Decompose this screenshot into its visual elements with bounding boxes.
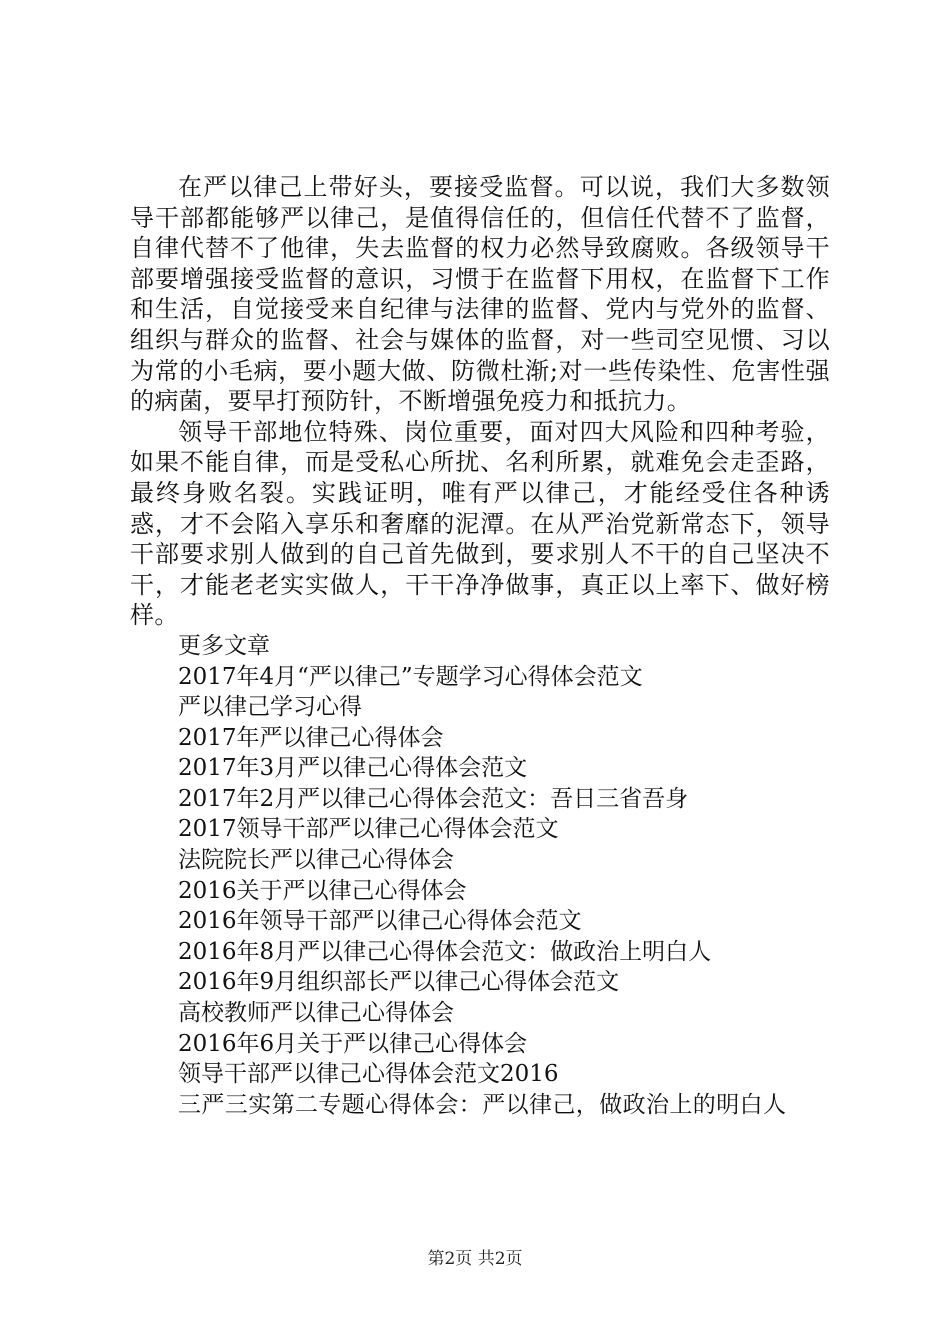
related-article-link[interactable]: 领导干部严以律己心得体会范文2016	[178, 1061, 559, 1088]
more-articles-heading: 更多文章	[178, 632, 270, 659]
related-article-link[interactable]: 严以律己学习心得	[178, 694, 362, 721]
related-article-link[interactable]: 2016关于严以律己心得体会	[178, 877, 467, 904]
related-articles-list	[130, 662, 830, 1121]
related-article-link[interactable]: 2017领导干部严以律己心得体会范文	[178, 816, 559, 843]
related-article-link[interactable]: 2017年严以律己心得体会	[178, 724, 444, 751]
document-body	[130, 172, 830, 1120]
related-article-link[interactable]: 高校教师严以律己心得体会	[178, 1000, 454, 1027]
body-paragraph: 在严以律己上带好头，要接受监督。可以说，我们大多数领导干部都能够严以律己，是值得信任的，但信任代替不了监督，自律代替不了他律，失去监督的权力必然导致腐败。各级领导干部要增强接受监督的意识，习惯于在监督下用权，在监督下工作和生活，自觉接受来自纪律与法律的监督、党内与党外的监督、组织与群众的监督、社会与媒体的监督，对一些司空见惯、习以为常的小毛病，要小题大做、防微杜渐;对一些传染性、危害性强的病菌，要早打预防针，不断增强免疫力和抵抗力。	[130, 173, 830, 416]
related-article-link[interactable]: 2016年6月关于严以律己心得体会	[178, 1030, 528, 1057]
related-article-link[interactable]: 2016年9月组织部长严以律己心得体会范文	[178, 969, 620, 996]
page-number-footer: 第2页 共2页	[427, 1249, 523, 1269]
related-article-link[interactable]: 三严三实第二专题心得体会：严以律己，做政治上的明白人	[178, 1091, 787, 1118]
related-article-link[interactable]: 2017年2月严以律己心得体会范文：吾日三省吾身	[178, 785, 689, 812]
body-paragraph: 领导干部地位特殊、岗位重要，面对四大风险和四种考验，如果不能自律，而是受私心所扰、名利所累，就难免会走歪路，最终身败名裂。实践证明，唯有严以律己，才能经受住各种诱惑，才不会陷入享乐和奢靡的泥潭。在从严治党新常态下，领导干部要求别人做到的自己首先做到，要求别人不干的自己坚决不干，才能老老实实做人，干干净净做事，真正以上率下、做好榜样。	[130, 417, 830, 630]
related-article-link[interactable]: 法院院长严以律己心得体会	[178, 847, 454, 874]
related-article-link[interactable]: 2016年领导干部严以律己心得体会范文	[178, 908, 582, 935]
related-article-link[interactable]: 2016年8月严以律己心得体会范文：做政治上明白人	[178, 938, 712, 965]
related-article-link[interactable]: 2017年3月严以律己心得体会范文	[178, 755, 528, 782]
related-article-link[interactable]: 2017年4月“严以律己”专题学习心得体会范文	[178, 663, 643, 690]
